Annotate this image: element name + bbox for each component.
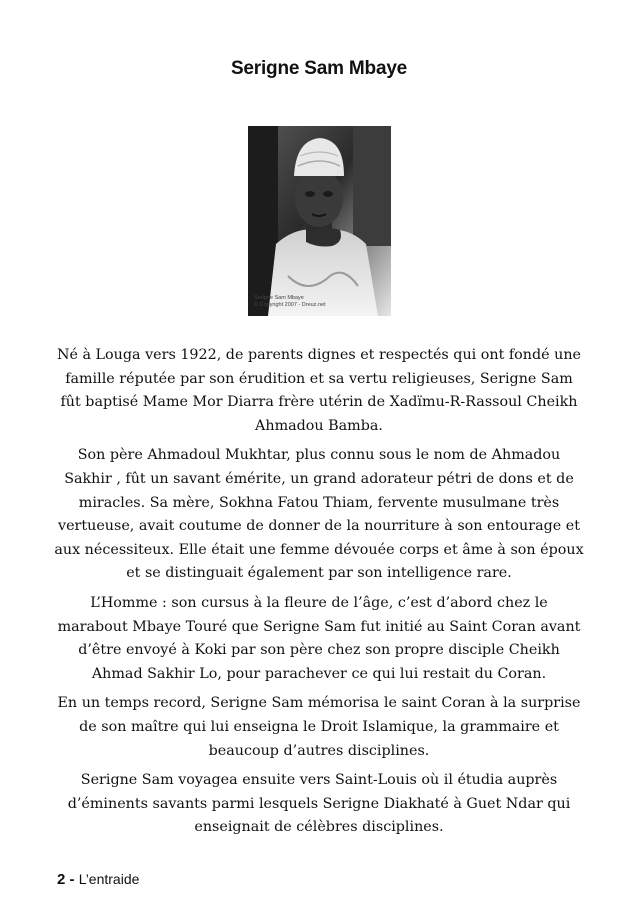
photo-caption-copyright: © Copyright 2007 - Dreuz.net bbox=[254, 301, 326, 308]
page-title: Serigne Sam Mbaye bbox=[230, 58, 408, 79]
publication-name: L’entraide bbox=[78, 871, 140, 887]
page-footer bbox=[57, 871, 139, 888]
photo-caption-name: Serigne Sam Mbaye bbox=[254, 295, 304, 301]
paragraph-education: L’Homme : son cursus à la fleure de l’âge, c’est d’abord chez le marabout Mbaye Touré que Serigne Sam fut initié au Saint Coran avant d’être envoyé à Koki par son père chez son propre disciple Cheikh Ahmad Sakhir Lo, pour parachever ce qui lui restait du Coran. bbox=[57, 594, 581, 682]
page-number: 2 bbox=[57, 871, 66, 888]
paragraph-saint-louis: Serigne Sam voyagea ensuite vers Saint-Louis où il étudia auprès d’éminents savants parmi lesquels Serigne Diakhaté à Guet Ndar qui enseignait de célèbres disciplines. bbox=[67, 772, 571, 836]
portrait-image bbox=[248, 126, 391, 316]
footer-separator: - bbox=[69, 871, 75, 888]
portrait-photo bbox=[248, 126, 391, 316]
photo-caption bbox=[254, 295, 326, 308]
paragraph-birth: Né à Louga vers 1922, de parents dignes et respectés qui ont fondé une famille réputée par son érudition et sa vertu religieuses, Serigne Sam fût baptisé Mame Mor Diarra frère utérin de Xadïmu-R-Rassoul Cheikh Ahmadou Bamba. bbox=[56, 347, 582, 434]
paragraph-memorization: En un temps record, Serigne Sam mémorisa le saint Coran à la surprise de son maître qui lui enseigna le Droit Islamique, la grammaire et beaucoup d’autres disciplines. bbox=[57, 695, 581, 759]
paragraph-parents: Son père Ahmadoul Mukhtar, plus connu sous le nom de Ahmadou Sakhir , fût un savant émérite, un grand adorateur pétri de dons et de miracles. Sa mère, Sokhna Fatou Thiam, fervente musulmane très vertueuse, avait coutume de donner de la nourriture à son entourage et aux nécessiteux. Elle était une femme dévouée corps et âme à son époux et se distinguait également par son intelligence rare. bbox=[54, 447, 584, 582]
article-body bbox=[54, 344, 584, 846]
